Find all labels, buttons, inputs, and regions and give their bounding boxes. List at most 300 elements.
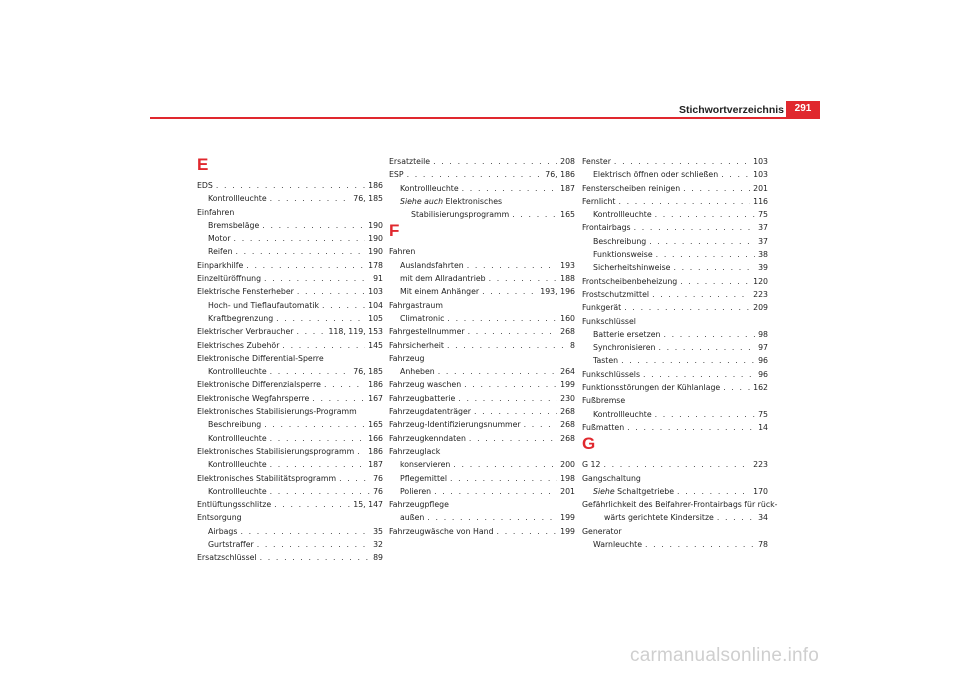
dot-leader (656, 248, 755, 261)
dot-leader (447, 339, 567, 352)
dot-leader (655, 408, 755, 421)
dot-leader (262, 219, 365, 232)
page-reference[interactable]: 209 (753, 303, 768, 313)
index-entry (582, 248, 768, 261)
entry-term: ESP (389, 170, 404, 180)
page-reference[interactable]: 268 (560, 407, 575, 417)
page-reference[interactable]: 75 (758, 409, 768, 419)
entry-term: Elektronische Differenzialsperre (197, 380, 321, 390)
entry-term: G 12 (582, 460, 601, 470)
index-entry (389, 195, 575, 208)
page-reference[interactable]: 223 (753, 289, 768, 299)
watermark: carmanualsonline.info (630, 645, 820, 666)
index-entry (389, 458, 575, 471)
dot-leader (634, 221, 755, 234)
entry-term: Fahrzeugkenndaten (389, 433, 466, 443)
page-reference[interactable]: 208 (560, 157, 575, 166)
entry-term: Beschreibung (208, 420, 262, 430)
page-reference[interactable]: 186 (368, 181, 383, 190)
index-entry (197, 312, 383, 325)
page-reference[interactable]: 76, 185 (353, 367, 383, 377)
page-reference[interactable]: 190 (368, 220, 383, 230)
dot-leader (614, 155, 750, 168)
entry-term: Auslandsfahrten (400, 260, 464, 270)
page-reference[interactable]: 193, 196 (540, 287, 575, 297)
dot-leader (234, 232, 366, 245)
entry-term: Elektronische Wegfahrsperre (197, 393, 310, 403)
dot-leader (468, 325, 557, 338)
index-entry (582, 525, 768, 538)
index-entry (389, 312, 575, 325)
page-reference[interactable]: 187 (368, 460, 383, 470)
index-entry (389, 378, 575, 391)
index-entry (389, 525, 575, 538)
index-entry (197, 365, 383, 378)
page-reference[interactable]: 186 (368, 446, 383, 456)
entry-term: Tasten (593, 356, 619, 366)
page-reference[interactable]: 193 (560, 260, 575, 270)
dot-leader (322, 299, 365, 312)
page-reference[interactable]: 103 (753, 157, 768, 166)
entry-term: Stabilisierungsprogramm (411, 210, 510, 220)
index-entry (197, 498, 383, 511)
entry-term: Airbags (208, 526, 238, 536)
entry-term: Gurtstraffer (208, 540, 254, 550)
dot-leader (489, 272, 557, 285)
dot-leader (512, 208, 557, 221)
page-reference[interactable]: 200 (560, 460, 575, 470)
entry-term: Fußbremse (582, 396, 626, 406)
page-reference[interactable]: 15, 147 (353, 500, 383, 510)
dot-leader (270, 432, 365, 445)
entry-term: Mit einem Anhänger (400, 287, 480, 297)
entry-term-text: Elektronisches (443, 196, 503, 206)
index-entry (197, 325, 383, 338)
entry-term: Funktionsweise (593, 250, 653, 260)
dot-leader (324, 378, 365, 391)
entry-term: Ersatzschlüssel (197, 553, 257, 563)
page-reference[interactable]: 76, 186 (545, 170, 575, 180)
page-reference[interactable]: 187 (560, 183, 575, 193)
dot-leader (663, 328, 755, 341)
page-reference[interactable]: 38 (758, 250, 768, 260)
index-entry (197, 299, 383, 312)
see-reference: Siehe auch (400, 196, 444, 206)
index-entry (582, 472, 768, 485)
entry-term: Kontrollleuchte (208, 367, 267, 377)
index-entry (582, 208, 768, 221)
dot-leader (624, 301, 750, 314)
index-column-1 (197, 155, 383, 565)
index-entry (197, 285, 383, 298)
dot-leader (264, 418, 365, 431)
section-title: Stichwortverzeichnis (678, 104, 784, 116)
page-reference[interactable]: 98 (758, 329, 768, 339)
page-reference[interactable]: 199 (560, 526, 575, 536)
index-entry (389, 432, 575, 445)
dot-leader (450, 472, 557, 485)
dot-leader (433, 155, 557, 168)
index-entry (389, 405, 575, 418)
index-entry (389, 418, 575, 431)
index-entry (197, 245, 383, 258)
page-reference[interactable]: 97 (758, 343, 768, 353)
entry-term: Entsorgung (197, 513, 242, 523)
page-reference[interactable]: 166 (368, 433, 383, 443)
page-reference[interactable]: 96 (758, 356, 768, 366)
page-reference[interactable]: 198 (560, 473, 575, 483)
index-entry (582, 221, 768, 234)
page-reference[interactable]: 104 (368, 300, 383, 310)
index-entry (582, 368, 768, 381)
dot-leader (240, 525, 370, 538)
index-entry (197, 432, 383, 445)
dot-leader (270, 192, 351, 205)
dot-leader (270, 458, 365, 471)
dot-leader (655, 208, 755, 221)
dot-leader (645, 538, 755, 551)
dot-leader (339, 472, 370, 485)
index-entry (582, 511, 768, 524)
entry-term: Einparkhilfe (197, 260, 244, 270)
dot-leader (603, 458, 750, 471)
entry-term: wärts gerichtete Kindersitze (604, 513, 714, 523)
page-reference[interactable]: 39 (758, 263, 768, 273)
index-entry (197, 511, 383, 524)
dot-leader (216, 179, 365, 192)
index-entry (582, 155, 768, 168)
entry-term: Funkgerät (582, 303, 622, 313)
index-entry (197, 538, 383, 551)
entry-term: Funkschlüssels (582, 369, 641, 379)
dot-leader (723, 381, 750, 394)
entry-term: Bremsbeläge (208, 220, 260, 230)
page-reference[interactable]: 165 (560, 210, 575, 220)
index-column-2 (389, 155, 575, 538)
entry-term: Fahrzeug waschen (389, 380, 462, 390)
dot-leader (282, 339, 365, 352)
index-entry (389, 272, 575, 285)
entry-term: Funkschlüssel (582, 316, 636, 326)
entry-term: Elektrisch öffnen oder schließen (593, 170, 719, 180)
dot-leader (497, 525, 558, 538)
entry-term: Elektrischer Verbraucher (197, 327, 294, 337)
index-entry (582, 328, 768, 341)
dot-leader (652, 288, 750, 301)
index-entry (389, 445, 575, 458)
entry-term: Synchronisieren (593, 343, 656, 353)
dot-leader (462, 182, 557, 195)
index-entry (389, 182, 575, 195)
index-entry (389, 392, 575, 405)
entry-term: Fahrgestellnummer (389, 327, 465, 337)
index-entry (389, 208, 575, 221)
entry-term: Frostschutzmittel (582, 289, 650, 299)
entry-term: Polieren (400, 486, 432, 496)
index-entry (389, 339, 575, 352)
entry-term: Sicherheitshinweise (593, 263, 671, 273)
entry-term: Einzeltüröffnung (197, 274, 262, 284)
entry-term: Fahrgastraum (389, 300, 443, 310)
entry-term: Kontrollleuchte (208, 486, 267, 496)
page-reference[interactable]: 14 (758, 422, 768, 432)
index-entry (197, 378, 383, 391)
entry-term: Funktionsstörungen der Kühlanlage (582, 383, 721, 393)
page-reference[interactable]: 120 (753, 276, 768, 286)
entry-term: Kontrollleuchte (593, 210, 652, 220)
entry-term: Fahrzeugdatenträger (389, 407, 471, 417)
entry-term: Fensterscheiben reinigen (582, 183, 681, 193)
section-letter: G (582, 434, 596, 454)
page-reference[interactable]: 188 (560, 274, 575, 284)
entry-term: außen (400, 513, 425, 523)
dot-leader (453, 458, 557, 471)
page-reference[interactable]: 268 (560, 433, 575, 443)
entry-term: Fahrzeugwäsche von Hand (389, 526, 494, 536)
page-reference[interactable]: 264 (560, 367, 575, 377)
page-reference[interactable]: 186 (368, 380, 383, 390)
dot-leader (297, 285, 365, 298)
entry-term: Frontairbags (582, 223, 631, 233)
page-reference[interactable]: 76 (373, 486, 383, 496)
page-reference[interactable]: 103 (753, 170, 768, 180)
page-reference[interactable]: 170 (753, 486, 768, 496)
entry-term: Gangschaltung (582, 473, 641, 483)
index-entry (197, 392, 383, 405)
index-entry (389, 285, 575, 298)
entry-term: Kontrollleuchte (208, 433, 267, 443)
dot-leader (434, 485, 557, 498)
page-reference[interactable]: 160 (560, 313, 575, 323)
entry-term: Einfahren (197, 207, 235, 217)
page-reference[interactable]: 116 (753, 196, 768, 206)
dot-leader (643, 368, 755, 381)
index-entry (197, 272, 383, 285)
page-reference[interactable]: 199 (560, 380, 575, 390)
dot-leader (257, 538, 370, 551)
entry-term: Entlüftungsschlitze (197, 500, 272, 510)
entry-term: Kontrollleuchte (593, 409, 652, 419)
index-entry (197, 458, 383, 471)
dot-leader (407, 168, 543, 181)
entry-term: konservieren (400, 460, 451, 470)
index-entry (582, 168, 768, 181)
page-reference[interactable]: 167 (368, 393, 383, 403)
index-entry (389, 352, 575, 365)
entry-term (400, 197, 502, 206)
page-reference[interactable]: 223 (753, 460, 768, 470)
index-entry (582, 458, 768, 471)
page-reference[interactable]: 201 (753, 183, 768, 193)
index-entry (197, 339, 383, 352)
dot-leader (680, 275, 750, 288)
entry-term: EDS (197, 181, 213, 190)
index-entry (197, 352, 383, 365)
index-entry (389, 511, 575, 524)
index-entry (582, 408, 768, 421)
page-reference[interactable]: 34 (758, 513, 768, 523)
index-entry (389, 325, 575, 338)
index-entry (582, 498, 778, 511)
entry-term: Elektronisches Stabilisierungs-Programm (197, 407, 357, 417)
entry-term: Generator (582, 526, 622, 536)
index-entry (197, 219, 383, 232)
entry-term: Anheben (400, 367, 435, 377)
page-reference[interactable]: 89 (373, 553, 383, 563)
dot-leader (677, 485, 750, 498)
page-reference[interactable]: 118, 119, 153 (328, 327, 383, 337)
dot-leader (618, 195, 750, 208)
page-reference[interactable]: 105 (368, 313, 383, 323)
entry-term: mit dem Allradantrieb (400, 274, 486, 284)
dot-leader (236, 245, 366, 258)
entry-term: Gefährlichkeit des Beifahrer-Frontairbags für rück- (582, 500, 778, 510)
index-entry (389, 472, 575, 485)
index-entry (197, 418, 383, 431)
see-reference: Siehe (593, 486, 615, 496)
index-entry (197, 259, 383, 272)
page-reference[interactable]: 32 (373, 540, 383, 550)
page-reference[interactable]: 268 (560, 327, 575, 337)
page-reference[interactable]: 178 (368, 260, 383, 270)
page-reference[interactable]: 230 (560, 393, 575, 403)
index-entry (197, 232, 383, 245)
entry-term: Frontscheibenbeheizung (582, 276, 678, 286)
page-reference[interactable]: 190 (368, 247, 383, 257)
page-reference[interactable]: 162 (753, 383, 768, 393)
dot-leader (296, 325, 325, 338)
page-reference[interactable]: 78 (758, 540, 768, 550)
entry-term: Fenster (582, 157, 611, 166)
page-reference[interactable]: 37 (758, 223, 768, 233)
index-entry (582, 354, 768, 367)
dot-leader (264, 272, 370, 285)
page-reference[interactable]: 199 (560, 513, 575, 523)
page-reference[interactable]: 76, 185 (353, 194, 383, 204)
section-letter: F (389, 221, 400, 241)
entry-term: Fernlicht (582, 196, 616, 206)
index-entry (197, 206, 383, 219)
dot-leader (246, 259, 365, 272)
entry-term: Elektronisches Stabilisierungsprogramm (197, 446, 355, 456)
index-entry (389, 365, 575, 378)
entry-term: Kontrollleuchte (208, 194, 267, 204)
page-reference[interactable]: 96 (758, 369, 768, 379)
index-entry (582, 195, 768, 208)
index-entry (582, 394, 768, 407)
index-entry (582, 538, 768, 551)
index-entry (582, 341, 768, 354)
entry-term: Batterie ersetzen (593, 329, 661, 339)
entry-term: Kontrollleuchte (400, 183, 459, 193)
page-reference[interactable]: 165 (368, 420, 383, 430)
index-entry (197, 485, 383, 498)
index-entry (389, 155, 575, 168)
page-reference[interactable]: 8 (570, 340, 575, 350)
index-entry (197, 445, 383, 458)
index-entry (197, 472, 383, 485)
page-reference[interactable]: 37 (758, 236, 768, 246)
index-entry (582, 275, 768, 288)
entry-term-text: Schaltgetriebe (614, 486, 675, 496)
index-entry (389, 259, 575, 272)
header-divider (150, 117, 820, 119)
entry-term: Fußmatten (582, 422, 625, 432)
entry-term: Fahrzeuglack (389, 446, 441, 456)
dot-leader (482, 285, 537, 298)
entry-term: Motor (208, 234, 231, 244)
index-entry (389, 498, 575, 511)
entry-term: Fahrsicherheit (389, 340, 444, 350)
entry-term: Kraftbegrenzung (208, 313, 274, 323)
entry-term: Hoch- und Tieflaufautomatik (208, 300, 319, 310)
page-reference[interactable]: 76 (373, 473, 383, 483)
index-entry (582, 381, 768, 394)
entry-term (593, 485, 674, 498)
entry-term: Elektronische Differential-Sperre (197, 353, 324, 363)
page-reference[interactable]: 35 (373, 526, 383, 536)
dot-leader (717, 511, 755, 524)
entry-term: Fahrzeug (389, 353, 425, 363)
dot-leader (447, 312, 557, 325)
index-entry (197, 179, 383, 192)
page-reference[interactable]: 145 (368, 340, 383, 350)
dot-leader (467, 259, 557, 272)
dot-leader (458, 392, 557, 405)
entry-term: Fahrzeugbatterie (389, 393, 456, 403)
page-reference[interactable]: 103 (368, 287, 383, 297)
entry-term: Elektronisches Stabilitätsprogramm (197, 473, 337, 483)
index-column-3 (582, 155, 778, 551)
entry-term: Fahren (389, 247, 416, 257)
index-entry (582, 315, 768, 328)
index-entry (582, 421, 768, 434)
entry-term: Elektrische Fensterheber (197, 287, 294, 297)
page-reference[interactable]: 91 (373, 274, 383, 284)
page-reference[interactable]: 201 (560, 486, 575, 496)
dot-leader (274, 498, 350, 511)
dot-leader (524, 418, 557, 431)
index-entry (582, 235, 768, 248)
dot-leader (649, 235, 755, 248)
entry-term: Reifen (208, 247, 233, 257)
dot-leader (721, 168, 750, 181)
index-entry (197, 405, 383, 418)
dot-leader (270, 365, 351, 378)
dot-leader (673, 261, 755, 274)
index-entry (582, 182, 768, 195)
index-entry (197, 192, 383, 205)
page-reference[interactable]: 268 (560, 420, 575, 430)
entry-term: Climatronic (400, 313, 445, 323)
dot-leader (469, 432, 557, 445)
section-letter: E (197, 155, 209, 174)
entry-term: Pflegemittel (400, 473, 447, 483)
page-reference[interactable]: 75 (758, 210, 768, 220)
dot-leader (621, 354, 755, 367)
dot-leader (276, 312, 365, 325)
index-entry (389, 245, 575, 258)
index-entry (389, 168, 575, 181)
dot-leader (427, 511, 557, 524)
index-entry (197, 551, 383, 564)
index-entry (582, 485, 768, 498)
index-entry (582, 288, 768, 301)
page-reference[interactable]: 190 (368, 234, 383, 244)
index-entry (389, 299, 575, 312)
dot-leader (658, 341, 755, 354)
entry-term: Fahrzeug-Identifizierungsnummer (389, 420, 521, 430)
